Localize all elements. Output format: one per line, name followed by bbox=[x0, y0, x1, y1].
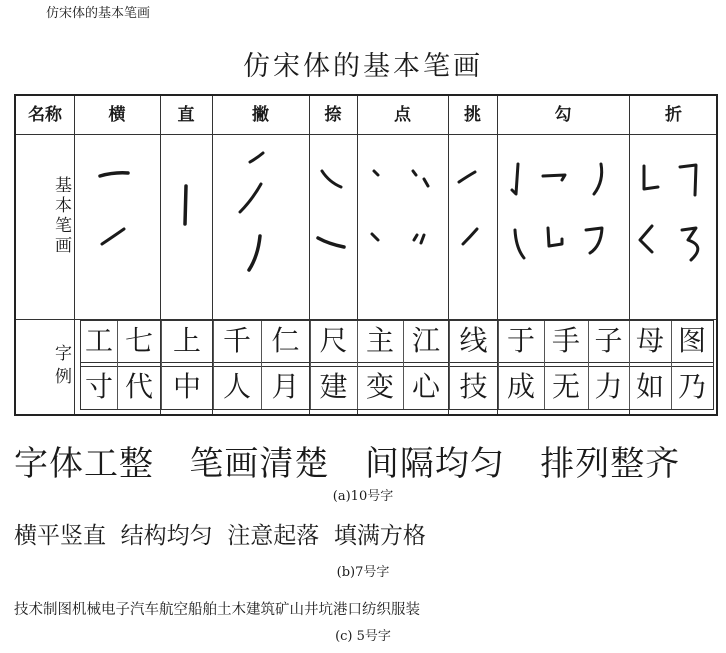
header-name: 名称 bbox=[28, 105, 62, 125]
stroke-dian-4 bbox=[372, 234, 378, 240]
header-dian: 点 bbox=[394, 105, 411, 125]
stroke-gou-5 bbox=[548, 228, 562, 246]
example-char: 手 bbox=[551, 324, 580, 357]
example-char: 寸 bbox=[84, 370, 113, 403]
example-char: 人 bbox=[222, 370, 251, 403]
example-char: 建 bbox=[319, 370, 348, 403]
stroke-gou-4 bbox=[515, 230, 524, 258]
example-char: 于 bbox=[506, 324, 535, 357]
example-char: 成 bbox=[506, 370, 535, 403]
stroke-dian-3 bbox=[424, 179, 428, 186]
stroke-na-2 bbox=[318, 238, 344, 247]
stroke-gou-1 bbox=[512, 164, 518, 194]
stroke-gou-2 bbox=[543, 175, 565, 180]
example-char: 月 bbox=[271, 370, 300, 403]
stroke-dian-1 bbox=[374, 171, 378, 175]
example-char: 尺 bbox=[319, 324, 348, 357]
header-caption: 仿宋体的基本笔画 bbox=[46, 6, 151, 21]
header-zhe: 折 bbox=[665, 105, 682, 125]
stroke-zhe-2 bbox=[680, 165, 696, 195]
header-zhi: 直 bbox=[177, 105, 195, 125]
row-label-examples: 字例 bbox=[51, 344, 71, 390]
header-heng: 横 bbox=[108, 105, 126, 125]
header-pie: 撇 bbox=[252, 105, 269, 125]
stroke-na-1 bbox=[322, 171, 341, 187]
sample-10pt: 字体工整 笔画清楚 间隔均匀 排列整齐 bbox=[14, 444, 681, 484]
stroke-gou-6 bbox=[586, 228, 602, 253]
stroke-pie-3 bbox=[249, 236, 260, 270]
example-char: 力 bbox=[594, 370, 623, 403]
example-char: 千 bbox=[222, 324, 251, 357]
example-char: 代 bbox=[124, 370, 153, 403]
stroke-dian-2 bbox=[413, 171, 416, 175]
example-char: 变 bbox=[365, 370, 394, 403]
caption-5pt: (c) 5号字 bbox=[335, 629, 391, 644]
header-na: 捺 bbox=[324, 105, 342, 125]
stroke-table bbox=[14, 94, 718, 416]
example-char: 母 bbox=[635, 324, 664, 357]
stroke-heng-1 bbox=[100, 173, 128, 176]
caption-7pt: (b)7号字 bbox=[336, 565, 390, 580]
stroke-pie-2 bbox=[240, 184, 261, 212]
example-char: 仁 bbox=[271, 324, 300, 357]
example-char: 心 bbox=[411, 370, 440, 403]
stroke-heng-2 bbox=[102, 229, 124, 244]
example-char: 乃 bbox=[677, 370, 706, 403]
stroke-gou-3 bbox=[594, 164, 602, 194]
example-char: 江 bbox=[411, 324, 440, 357]
example-char: 上 bbox=[172, 324, 201, 357]
example-char: 工 bbox=[84, 324, 113, 357]
stroke-tiao-2 bbox=[463, 229, 477, 244]
example-char: 七 bbox=[124, 324, 153, 357]
example-char: 图 bbox=[677, 324, 706, 357]
stroke-zhe-4 bbox=[682, 228, 698, 260]
example-char: 子 bbox=[594, 324, 623, 357]
page-title: 仿宋体的基本笔画 bbox=[243, 51, 483, 82]
sample-5pt: 技术制图机械电子汽车航空船舶土木建筑矿山井坑港口纺织服装 bbox=[14, 602, 420, 618]
example-char: 技 bbox=[459, 370, 488, 403]
stroke-dian-5 bbox=[414, 235, 417, 240]
example-char: 如 bbox=[635, 370, 664, 403]
stroke-zhe-3 bbox=[640, 226, 652, 252]
stroke-zhe-1 bbox=[644, 166, 658, 189]
example-grid bbox=[80, 320, 714, 410]
example-char: 主 bbox=[365, 324, 394, 357]
example-char: 线 bbox=[459, 324, 488, 357]
stroke-pie-1 bbox=[250, 153, 263, 162]
stroke-tiao-1 bbox=[459, 172, 475, 182]
example-char: 中 bbox=[172, 370, 201, 403]
row-label-strokes: 基本笔画 bbox=[51, 176, 71, 256]
example-char: 无 bbox=[551, 370, 580, 403]
header-gou: 勾 bbox=[554, 105, 572, 125]
stroke-zhi bbox=[185, 186, 186, 224]
sample-7pt: 横平竖直 结构均匀 注意起落 填满方格 bbox=[14, 523, 426, 549]
header-tiao: 挑 bbox=[464, 105, 481, 125]
caption-10pt: (a)10号字 bbox=[332, 489, 394, 504]
stroke-dian-6 bbox=[421, 235, 424, 243]
